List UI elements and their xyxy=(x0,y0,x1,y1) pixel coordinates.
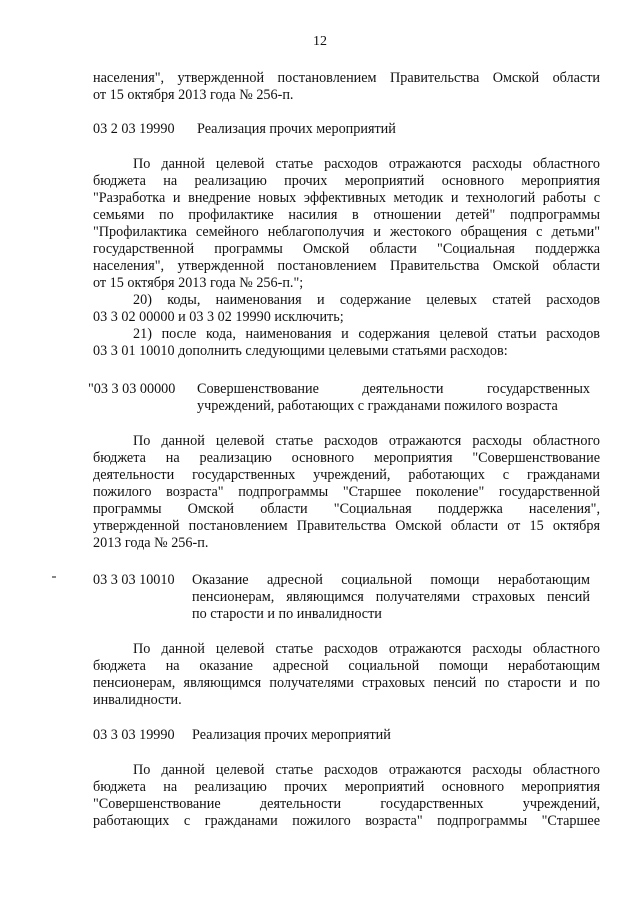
text-line: бюджета на реализацию прочих мероприятий основного мероприятия xyxy=(93,779,600,795)
text-line: 03 3 01 10010 дополнить следующими целевыми статьями расходов: xyxy=(93,343,508,359)
section-title: Реализация прочих мероприятий xyxy=(192,727,391,743)
text-line: работающих с гражданами пожилого возраста" подпрограммы "Старшее xyxy=(93,813,600,829)
section-title: Реализация прочих мероприятий xyxy=(197,121,396,137)
text-line: 03 3 02 00000 и 03 3 02 19990 исключить; xyxy=(93,309,344,325)
budget-code: 03 3 03 19990 xyxy=(93,727,175,743)
text-line: По данной целевой статье расходов отражаются расходы областного xyxy=(133,762,600,778)
text-line: от 15 октября 2013 года № 256-п. xyxy=(93,87,294,103)
text-line: деятельности государственных учреждений, работающих с гражданами xyxy=(93,467,600,483)
budget-code: 03 2 03 19990 xyxy=(93,121,175,137)
budget-code: "03 3 03 00000 xyxy=(88,381,176,397)
text-line: семьями по профилактике насилия в отношении детей" подпрограммы xyxy=(93,207,600,223)
title-line: Совершенствование деятельности государственных xyxy=(197,381,590,397)
text-line: "Профилактика семейного неблагополучия и жестокого обращения с детьми" xyxy=(93,224,600,240)
text-line: инвалидности. xyxy=(93,692,182,708)
text-line: По данной целевой статье расходов отражаются расходы областного xyxy=(133,156,600,172)
text-line: утвержденной постановлением Правительства Омской области от 15 октября xyxy=(93,518,600,534)
title-line: пенсионерам, являющимся получателями страховых пенсий xyxy=(192,589,590,605)
text-line: государственной программы Омской области "Социальная поддержка xyxy=(93,241,600,257)
margin-mark xyxy=(52,576,56,578)
text-line: от 15 октября 2013 года № 256-п."; xyxy=(93,275,304,291)
text-line: пожилого возраста" подпрограммы "Старшее поколение" государственной xyxy=(93,484,600,500)
text-line: 20) коды, наименования и содержание целевых статей расходов xyxy=(133,292,600,308)
title-line: Оказание адресной социальной помощи неработающим xyxy=(192,572,590,588)
title-line: по старости и по инвалидности xyxy=(192,606,382,622)
text-line: населения", утвержденной постановлением Правительства Омской области xyxy=(93,258,600,274)
text-line: бюджета на реализацию основного мероприятия "Совершенствование xyxy=(93,450,600,466)
text-line: По данной целевой статье расходов отражаются расходы областного xyxy=(133,433,600,449)
text-line: "Разработка и внедрение новых эффективных методик и технологий работы с xyxy=(93,190,600,206)
text-line: населения", утвержденной постановлением Правительства Омской области xyxy=(93,70,600,86)
text-line: По данной целевой статье расходов отражаются расходы областного xyxy=(133,641,600,657)
text-line: "Совершенствование деятельности государственных учреждений, xyxy=(93,796,600,812)
text-line: программы Омской области "Социальная поддержка населения", xyxy=(93,501,600,517)
text-line: бюджета на реализацию прочих мероприятий основного мероприятия xyxy=(93,173,600,189)
text-line: 21) после кода, наименования и содержания целевой статьи расходов xyxy=(133,326,600,342)
text-line: 2013 года № 256-п. xyxy=(93,535,209,551)
title-line: учреждений, работающих с гражданами пожилого возраста xyxy=(197,398,558,414)
text-line: бюджета на оказание адресной социальной помощи неработающим xyxy=(93,658,600,674)
text-line: пенсионерам, являющимся получателями страховых пенсий по старости и по xyxy=(93,675,600,691)
page-number: 12 xyxy=(313,34,327,49)
budget-code: 03 3 03 10010 xyxy=(93,572,175,588)
